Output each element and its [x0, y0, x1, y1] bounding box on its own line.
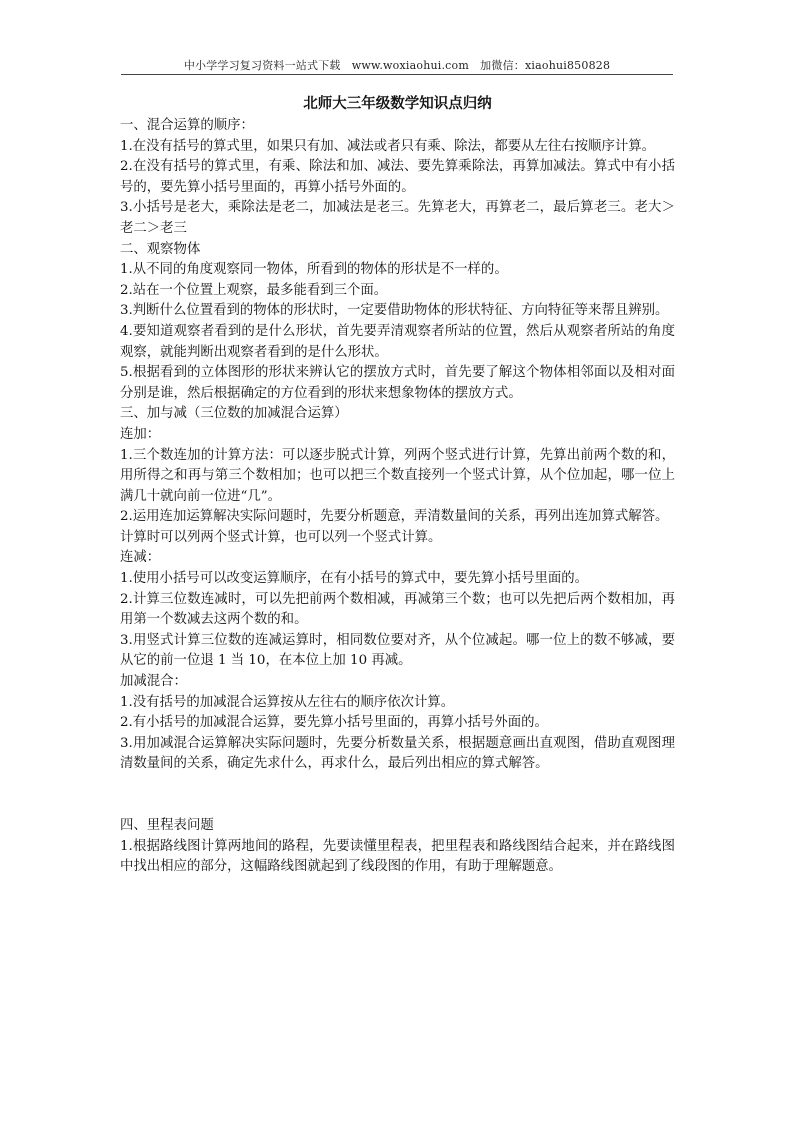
blank-line — [120, 775, 675, 796]
paragraph: 四、里程表问题 — [120, 818, 214, 834]
paragraph: 二、观察物体 — [120, 241, 201, 257]
paragraph: 加减混合： — [120, 674, 187, 690]
paragraph: 1.在没有括号的算式里，如果只有加、减法或者只有乘、除法，都要从左往右按顺序计算。 — [120, 138, 656, 154]
paragraph: 三、加与减（三位数的加减混合运算） — [120, 406, 348, 422]
paragraph: 4.要知道观察者看到的是什么形状，首先要弄清观察者所站的位置，然后从观察者所站的角度观察，就能判断出观察者看到的是什么形状。 — [120, 323, 675, 360]
paragraph: 3.判断什么位置看到的物体的形状时，一定要借助物体的形状特征、方向特征等来帮且辨别。 — [120, 303, 669, 319]
paragraph: 2.站在一个位置上观察，最多能看到三个面。 — [120, 282, 388, 298]
page-header: 中小学学习复习资料一站式下载 www.woxiaohui.com 加微信：xiaohui850828 — [183, 59, 611, 72]
paragraph: 1.从不同的角度观察同一物体，所看到的物体的形状是不一样的。 — [120, 262, 508, 278]
paragraph: 2.计算三位数连减时，可以先把前两个数相减，再减第三个数；也可以先把后两个数相加，再用第一个数减去这两个数的和。 — [120, 591, 675, 628]
header-divider — [121, 74, 673, 75]
paragraph: 1.使用小括号可以改变运算顺序，在有小括号的算式中，要先算小括号里面的。 — [120, 571, 589, 587]
paragraph: 1.没有括号的加减混合运算按从左往右的顺序依次计算。 — [120, 694, 455, 710]
document-title: 北师大三年级数学知识点归纳 — [303, 95, 492, 112]
paragraph: 1.三个数连加的计算方法：可以逐步脱式计算，列两个竖式进行计算，先算出前两个数的和，用所得之和再与第三个数相加；也可以把三个数直接列一个竖式计算，从个位加起，哪一位上满几十就向前一位进“几”。 — [120, 447, 675, 504]
paragraph: 3.用竖式计算三位数的连减运算时，相同数位要对齐，从个位减起。哪一位上的数不够减，要从它的前一位退 1 当 10，在本位上加 10 再减。 — [120, 632, 675, 669]
paragraph: 5.根据看到的立体图形的形状来辨认它的摆放方式时，首先要了解这个物体相邻面以及相对面分别是谁，然后根据确定的方位看到的形状来想象物体的摆放方式。 — [120, 365, 675, 401]
paragraph: 1.根据路线图计算两地间的路程，先要读懂里程表，把里程表和路线图结合起来，并在路线图中找出相应的部分，这幅路线图就起到了线段图的作用，有助于理解题意。 — [120, 838, 675, 875]
document-body — [120, 92, 675, 878]
paragraph: 2.在没有括号的算式里，有乘、除法和加、减法、要先算乘除法，再算加减法。算式中有小括号的，要先算小括号里面的，再算小括号外面的。 — [120, 159, 675, 195]
document-paragraphs — [120, 116, 675, 878]
paragraph: 3.小括号是老大，乘除法是老二，加减法是老三。先算老大，再算老二，最后算老三。老大＞老二＞老三 — [120, 200, 675, 236]
paragraph: 连加： — [120, 426, 161, 442]
paragraph: 2.运用连加运算解决实际问题时，先要分析题意，弄清数量间的关系，再列出连加算式解答。 — [120, 509, 669, 525]
paragraph: 计算时可以列两个竖式计算，也可以列一个竖式计算。 — [120, 529, 442, 545]
paragraph: 2.有小括号的加减混合运算，要先算小括号里面的，再算小括号外面的。 — [120, 715, 548, 731]
blank-line — [120, 796, 675, 817]
paragraph: 连减： — [120, 550, 161, 566]
paragraph: 3.用加减混合运算解决实际问题时，先要分析数量关系，根据题意画出直观图，借助直观图理清数量间的关系，确定先求什么，再求什么，最后列出相应的算式解答。 — [120, 735, 675, 772]
paragraph: 一、混合运算的顺序： — [120, 118, 254, 133]
